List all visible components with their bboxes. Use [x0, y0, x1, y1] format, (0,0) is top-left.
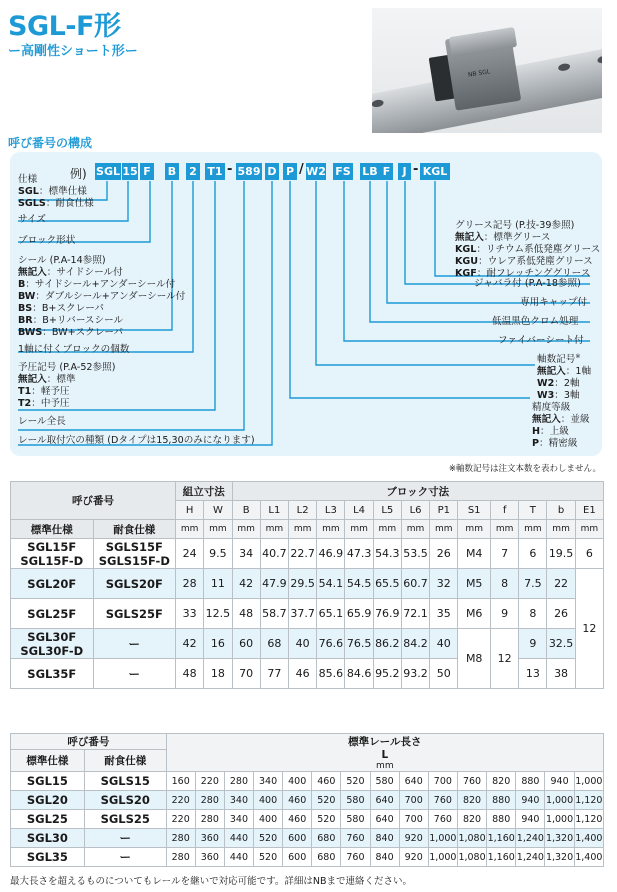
- th-unit: mm: [575, 520, 603, 539]
- cell-L6: 60.7: [401, 569, 429, 599]
- cell-corr: ー: [84, 829, 166, 848]
- th-unit: mm: [204, 520, 232, 539]
- cell-L4: 84.6: [345, 659, 373, 689]
- cell-length: 360: [195, 829, 224, 848]
- cell-std: SGL30: [11, 829, 85, 848]
- cell-length: 280: [224, 772, 253, 791]
- th-corr: 耐食仕様: [84, 750, 166, 772]
- cell-length: 680: [312, 848, 341, 867]
- label-bellows: ジャバラ付 (P.A-18参照): [474, 278, 581, 289]
- cell-length: 580: [341, 791, 370, 810]
- cell-length: 640: [370, 810, 399, 829]
- th-col: B: [232, 501, 260, 520]
- th-col: W: [204, 501, 232, 520]
- cell-f: 7: [490, 539, 518, 569]
- cell-length: 220: [166, 791, 195, 810]
- cell-length: 460: [312, 772, 341, 791]
- cell-length: 520: [312, 791, 341, 810]
- th-block: ブロック寸法: [232, 482, 603, 501]
- cell-B: 60: [232, 629, 260, 659]
- cell-L6: 53.5: [401, 539, 429, 569]
- cell-length: 1,320: [545, 848, 574, 867]
- page-title: SGL-F形: [8, 11, 121, 42]
- cell-length: 920: [399, 848, 428, 867]
- cell-P1: 32: [430, 569, 458, 599]
- code-dash: -: [413, 162, 419, 177]
- cell-length: 820: [457, 810, 486, 829]
- cell-L6: 84.2: [401, 629, 429, 659]
- th-col: T: [519, 501, 547, 520]
- cell-L2: 46: [289, 659, 317, 689]
- th-unit: mm: [547, 520, 575, 539]
- th-unit: mm: [289, 520, 317, 539]
- cell-length: 600: [283, 848, 312, 867]
- cell-L4: 47.3: [345, 539, 373, 569]
- cell-corr: SGLS25: [84, 810, 166, 829]
- cell-b: 19.5: [547, 539, 575, 569]
- th-col: S1: [458, 501, 491, 520]
- th-model: 呼び番号: [11, 482, 176, 520]
- cell-length: 280: [195, 791, 224, 810]
- cell-H: 24: [176, 539, 204, 569]
- cell-length: 400: [254, 810, 283, 829]
- cell-f: 9: [490, 599, 518, 629]
- label-blocks-per-rail: 1軸に付くブロックの個数: [18, 344, 130, 355]
- cell-L5: 65.5: [373, 569, 401, 599]
- cell-S1: M6: [458, 599, 491, 629]
- cell-length: 220: [166, 810, 195, 829]
- cell-L3: 65.1: [317, 599, 345, 629]
- cell-length: 520: [254, 848, 283, 867]
- cell-std: SGL20: [11, 791, 85, 810]
- cell-std: SGL25: [11, 810, 85, 829]
- th-unit: mm: [176, 520, 204, 539]
- th-std: 標準仕様: [11, 520, 94, 539]
- cell-corr: SGLS20: [84, 791, 166, 810]
- code-seg-axis: W2: [306, 165, 326, 178]
- th-col: H: [176, 501, 204, 520]
- cell-length: 280: [166, 829, 195, 848]
- cell-L4: 54.5: [345, 569, 373, 599]
- cell-L1: 58.7: [260, 599, 288, 629]
- cell-B: 42: [232, 569, 260, 599]
- cell-b: 26: [547, 599, 575, 629]
- cell-L3: 54.1: [317, 569, 345, 599]
- cell-f: 8: [490, 569, 518, 599]
- cell-P1: 35: [430, 599, 458, 629]
- label-seal: シール (P.A-14参照) 無記入：サイドシール付 B：サイドシール+アンダーシール付 BW：ダブルシール+アンダーシール付 BS：B+スクレーパ BR：B+リバースシール BWS：BW+スクレーパ: [18, 255, 186, 338]
- th-unit: mm: [401, 520, 429, 539]
- cell-length: 280: [195, 810, 224, 829]
- cell-B: 48: [232, 599, 260, 629]
- th-col: L2: [289, 501, 317, 520]
- cell-length: 440: [224, 848, 253, 867]
- table-row: [11, 599, 604, 629]
- label-preload: 予圧記号 (P.A-52参照) 無記入：標準 T1：軽予圧 T2：中予圧: [18, 362, 116, 409]
- cell-L1: 68: [260, 629, 288, 659]
- label-accuracy: 精度等級 無記入：並級 H：上級 P：精密級: [532, 402, 590, 449]
- th-unit: mm: [519, 520, 547, 539]
- th-unit: mm: [458, 520, 491, 539]
- cell-length: 880: [487, 810, 516, 829]
- th-unit: mm: [490, 520, 518, 539]
- cell-length: 640: [399, 772, 428, 791]
- cell-L2: 37.7: [289, 599, 317, 629]
- cell-T: 9: [519, 629, 547, 659]
- th-col: L6: [401, 501, 429, 520]
- cell-L6: 93.2: [401, 659, 429, 689]
- th-unit: mm: [345, 520, 373, 539]
- cell-T: 8: [519, 599, 547, 629]
- cell-length: 1,120: [574, 791, 603, 810]
- table-row: [11, 772, 604, 791]
- cell-L2: 29.5: [289, 569, 317, 599]
- page-subtitle: ー高剛性ショート形ー: [8, 44, 138, 59]
- cell-S1-merged: M8: [458, 629, 491, 689]
- cell-length: 1,080: [457, 848, 486, 867]
- cell-length: 460: [283, 810, 312, 829]
- cell-std: SGL35: [11, 848, 85, 867]
- cell-L4: 76.5: [345, 629, 373, 659]
- cell-P1: 50: [430, 659, 458, 689]
- rail-length-table: [10, 733, 604, 867]
- cell-W: 9.5: [204, 539, 232, 569]
- label-end-cap: 専用キャップ付: [520, 297, 588, 308]
- cell-L5: 95.2: [373, 659, 401, 689]
- th-col: L3: [317, 501, 345, 520]
- code-seg-shape: F: [140, 163, 154, 180]
- th-model: 呼び番号: [11, 734, 167, 750]
- cell-length: 760: [341, 848, 370, 867]
- label-grease: グリース記号 (P.技-39参照) 無記入：標準グリース KGL：リチウム系低発塵グリース KGU：ウレア系低発塵グリース KGF：耐フレッチンググリース: [455, 220, 601, 279]
- table-row: [11, 569, 604, 599]
- cell-length: 1,160: [487, 848, 516, 867]
- table-row: [11, 848, 604, 867]
- cell-length: 1,000: [545, 810, 574, 829]
- cell-length: 760: [457, 772, 486, 791]
- cell-length: 340: [224, 810, 253, 829]
- cell-length: 1,240: [516, 829, 545, 848]
- footer-note: 最大長さを超えるものについてもレールを継いで対応可能です。詳細はNBまで連絡ください。: [10, 876, 412, 887]
- cell-length: 460: [283, 791, 312, 810]
- label-rail-length: レール全長: [18, 416, 66, 427]
- cell-length: 520: [341, 772, 370, 791]
- code-seg-count: 2: [186, 163, 200, 180]
- code-seg-bellows: J: [398, 163, 411, 180]
- cell-std: SGL20F: [11, 569, 94, 599]
- code-seg-cap: F: [380, 163, 393, 180]
- cell-f-merged: 12: [490, 629, 518, 689]
- cell-length: 600: [283, 829, 312, 848]
- cell-length: 820: [457, 791, 486, 810]
- cell-length: 400: [254, 791, 283, 810]
- cell-length: 640: [370, 791, 399, 810]
- cell-length: 880: [487, 791, 516, 810]
- cell-length: 940: [516, 810, 545, 829]
- cell-length: 680: [312, 829, 341, 848]
- code-seg-grease: KGL: [420, 163, 450, 180]
- code-seg-seal: B: [165, 163, 179, 180]
- th-unit: mm: [317, 520, 345, 539]
- dimension-table: [10, 481, 604, 689]
- cell-E1-merged: 12: [575, 569, 603, 689]
- cell-H: 42: [176, 629, 204, 659]
- cell-std: SGL25F: [11, 599, 94, 629]
- cell-L1: 40.7: [260, 539, 288, 569]
- cell-length: 440: [224, 829, 253, 848]
- cell-length: 760: [341, 829, 370, 848]
- cell-length: 520: [254, 829, 283, 848]
- cell-length: 1,000: [428, 848, 457, 867]
- cell-L1: 77: [260, 659, 288, 689]
- th-corr: 耐食仕様: [93, 520, 176, 539]
- cell-S1: M4: [458, 539, 491, 569]
- cell-L2: 22.7: [289, 539, 317, 569]
- th-unit: mm: [232, 520, 260, 539]
- cell-corr: ー: [93, 659, 176, 689]
- th-unit: mm: [260, 520, 288, 539]
- cell-W: 18: [204, 659, 232, 689]
- cell-length: 940: [516, 791, 545, 810]
- label-size: サイズ: [18, 214, 47, 225]
- code-dash: -: [227, 162, 233, 177]
- cell-length: 1,400: [574, 848, 603, 867]
- cell-length: 700: [399, 791, 428, 810]
- cell-length: 580: [370, 772, 399, 791]
- cell-L3: 76.6: [317, 629, 345, 659]
- cell-H: 48: [176, 659, 204, 689]
- cell-length: 840: [370, 829, 399, 848]
- cell-L4: 65.9: [345, 599, 373, 629]
- cell-length: 700: [399, 810, 428, 829]
- cell-length: 520: [312, 810, 341, 829]
- th-col: L5: [373, 501, 401, 520]
- cell-length: 760: [428, 810, 457, 829]
- label-axis: 軸数記号※ 無記入：1軸 W2：2軸 W3：3軸: [537, 353, 592, 402]
- cell-std: SGL30F SGL30F-D: [11, 629, 94, 659]
- cell-length: 940: [545, 772, 574, 791]
- label-hole-type: レール取付穴の種類 (Dタイプは15,30のみになります): [18, 435, 255, 446]
- cell-length: 820: [487, 772, 516, 791]
- cell-B: 34: [232, 539, 260, 569]
- cell-B: 70: [232, 659, 260, 689]
- cell-corr: SGLS15F SGLS15F-D: [93, 539, 176, 569]
- th-unit: mm: [373, 520, 401, 539]
- cell-T: 13: [519, 659, 547, 689]
- cell-W: 12.5: [204, 599, 232, 629]
- th-unit: mm: [430, 520, 458, 539]
- cell-W: 11: [204, 569, 232, 599]
- th-col: b: [547, 501, 575, 520]
- cell-P1: 26: [430, 539, 458, 569]
- label-black-chrome: 低温黒色クロム処理: [492, 316, 579, 327]
- cell-length: 580: [341, 810, 370, 829]
- code-seg-preload: T1: [205, 163, 225, 180]
- th-assembly: 組立寸法: [176, 482, 232, 501]
- cell-corr: ー: [84, 848, 166, 867]
- cell-corr: SGLS20F: [93, 569, 176, 599]
- cell-length: 220: [195, 772, 224, 791]
- cell-length: 160: [166, 772, 195, 791]
- th-length: 標準レール長さ L mm: [166, 734, 603, 772]
- cell-length: 840: [370, 848, 399, 867]
- cell-E1: 6: [575, 539, 603, 569]
- cell-length: 1,000: [428, 829, 457, 848]
- label-block-shape: ブロック形状: [18, 235, 76, 246]
- th-std: 標準仕様: [11, 750, 85, 772]
- label-fiber-sheet: ファイバーシート付: [498, 335, 584, 346]
- cell-std: SGL15: [11, 772, 85, 791]
- cell-length: 1,400: [574, 829, 603, 848]
- cell-S1: M5: [458, 569, 491, 599]
- cell-W: 16: [204, 629, 232, 659]
- cell-length: 1,160: [487, 829, 516, 848]
- cell-corr: SGLS25F: [93, 599, 176, 629]
- table-row: [11, 810, 604, 829]
- th-col: f: [490, 501, 518, 520]
- cell-L3: 85.6: [317, 659, 345, 689]
- label-spec: 仕様 SGL：標準仕様 SGLS：耐食仕様: [18, 174, 94, 209]
- cell-length: 700: [428, 772, 457, 791]
- cell-length: 920: [399, 829, 428, 848]
- cell-length: 360: [195, 848, 224, 867]
- code-seg-fiber: FS: [333, 163, 353, 180]
- code-seg-chrome: LB: [360, 163, 380, 180]
- cell-L3: 46.9: [317, 539, 345, 569]
- cell-b: 38: [547, 659, 575, 689]
- code-seg-series: SGL: [96, 165, 120, 178]
- cell-length: 340: [224, 791, 253, 810]
- cell-length: 880: [516, 772, 545, 791]
- cell-L6: 72.1: [401, 599, 429, 629]
- cell-length: 280: [166, 848, 195, 867]
- cell-length: 1,320: [545, 829, 574, 848]
- code-seg-hole: D: [265, 163, 279, 180]
- cell-corr: ー: [93, 629, 176, 659]
- cell-L5: 86.2: [373, 629, 401, 659]
- axis-note: ※軸数記号は注文本数を表わしません。: [448, 464, 601, 474]
- cell-L5: 76.9: [373, 599, 401, 629]
- cell-length: 1,080: [457, 829, 486, 848]
- section-heading: 呼び番号の構成: [8, 136, 93, 150]
- cell-std: SGL15F SGL15F-D: [11, 539, 94, 569]
- code-slash: /: [299, 162, 304, 177]
- cell-b: 32.5: [547, 629, 575, 659]
- table-row: [11, 829, 604, 848]
- table-row: [11, 629, 604, 659]
- cell-std: SGL35F: [11, 659, 94, 689]
- cell-corr: SGLS15: [84, 772, 166, 791]
- table-row: [11, 539, 604, 569]
- code-seg-accuracy: P: [283, 163, 297, 180]
- th-col: L4: [345, 501, 373, 520]
- code-seg-size: 15: [122, 165, 138, 178]
- cell-T: 7.5: [519, 569, 547, 599]
- cell-length: 1,240: [516, 848, 545, 867]
- cell-T: 6: [519, 539, 547, 569]
- code-seg-length: 589: [237, 165, 261, 178]
- cell-length: 1,000: [574, 772, 603, 791]
- cell-P1: 40: [430, 629, 458, 659]
- cell-length: 1,120: [574, 810, 603, 829]
- cell-length: 760: [428, 791, 457, 810]
- cell-length: 1,000: [545, 791, 574, 810]
- cell-length: 400: [283, 772, 312, 791]
- table-row: [11, 791, 604, 810]
- cell-length: 340: [254, 772, 283, 791]
- code-prefix: 例): [70, 167, 87, 181]
- cell-L1: 47.9: [260, 569, 288, 599]
- cell-H: 33: [176, 599, 204, 629]
- block-label: NB SGL: [467, 68, 491, 79]
- cell-L5: 54.3: [373, 539, 401, 569]
- cell-H: 28: [176, 569, 204, 599]
- th-col: L1: [260, 501, 288, 520]
- cell-L2: 40: [289, 629, 317, 659]
- th-col: E1: [575, 501, 603, 520]
- th-col: P1: [430, 501, 458, 520]
- cell-b: 22: [547, 569, 575, 599]
